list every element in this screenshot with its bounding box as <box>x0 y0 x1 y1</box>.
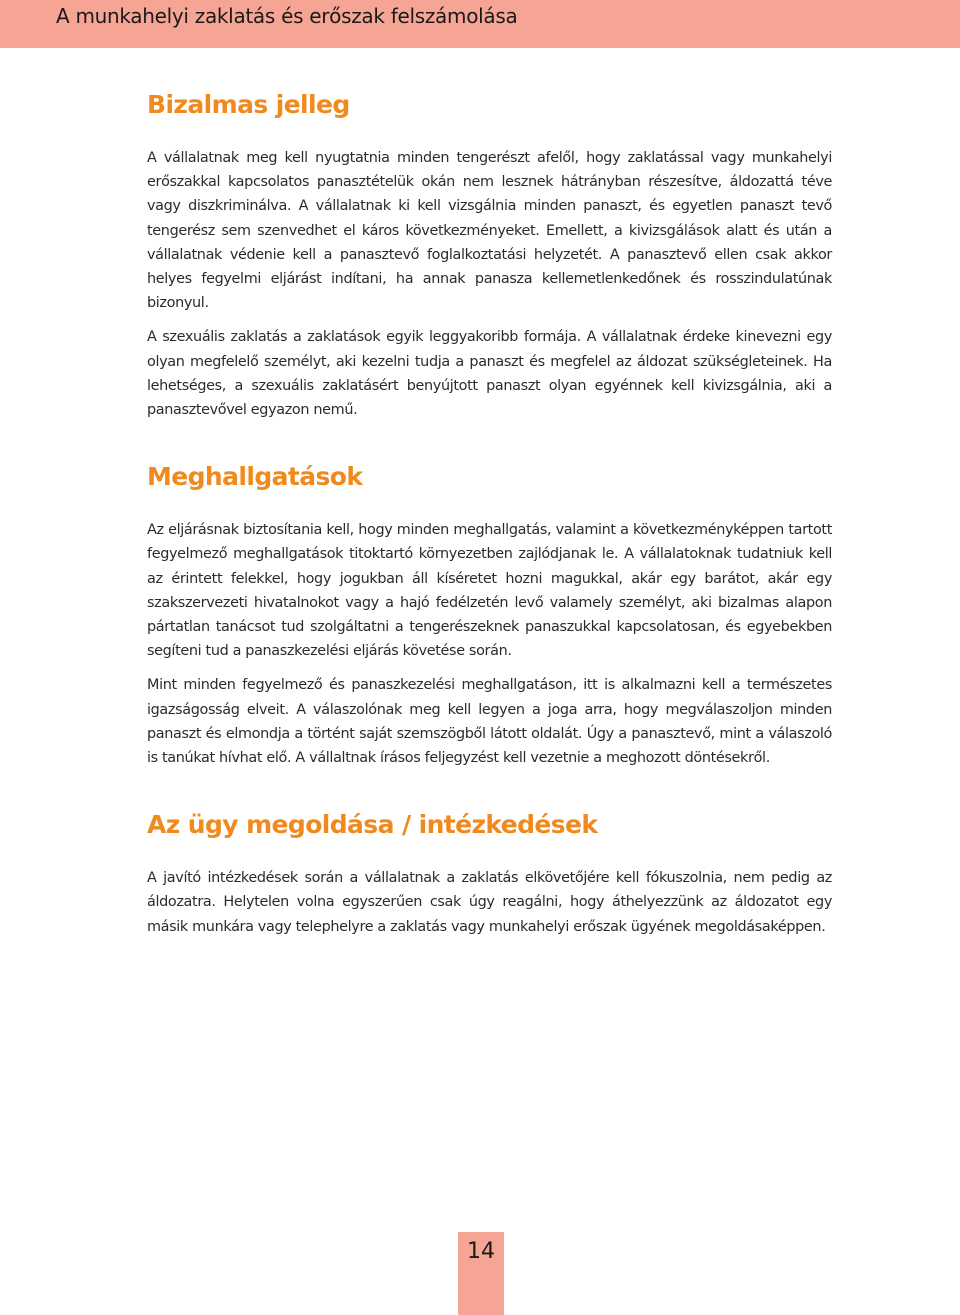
section-title-bizalmas-jelleg: Bizalmas jelleg <box>147 90 350 119</box>
paragraph: Mint minden fegyelmező és panaszkezelési meghallgatáson, itt is alkalmazni kell a természetes igazságosság elveit. A válaszolónak meg kell legyen a joga arra, hogy megválaszoljon minden panaszt és elmondja a történt saját szemszögből látott oldalát. Úgy a panasztevő, mint a válaszoló is tanúkat hívhat elő. A vállaltnak írásos feljegyzést kell vezetnie a meghozott döntésekről. <box>147 677 832 767</box>
section-title-az-ugy-megoldasa: Az ügy megoldása / intézkedések <box>147 810 598 840</box>
page-content <box>147 88 832 949</box>
section-title-meghallgatasok: Meghallgatások <box>147 462 363 492</box>
page-number: 14 <box>467 1239 495 1264</box>
running-header-title: A munkahelyi zaklatás és erőszak felszámolása <box>56 4 518 28</box>
paragraph: A vállalatnak meg kell nyugtatnia minden tengerészt afelől, hogy zaklatással vagy munkahelyi erőszakkal kapcsolatos panasztételük okán nem lesznek hátrányban részesítve, áldozattá téve vagy diszkriminálva. A vállalatnak ki kell vizsgálnia minden panaszt, és egyetlen panaszt tevő tengerész sem szenvedhet el káros következményeket. Emellett, a kivizsgálások alatt és után a vállalatnak védenie kell a panasztevő foglalkoztatási helyzetét. A panasztevő ellen csak akkor helyes fegyelmi eljárást indítani, ha annak panasza kellemetlenkedőnek és rosszindulatúnak bizonyul. <box>147 150 832 312</box>
paragraph: Az eljárásnak biztosítania kell, hogy minden meghallgatás, valamint a következményképpen tartott fegyelmező meghallgatások titoktartó környezetben zajlódjanak le. A vállalatoknak tudatniuk kell az érintett felekkel, hogy jogukban áll kíséretet hozni magukkal, akár egy barátot, akár egy szakszervezeti hivatalnokot vagy a hajó fedélzetén levő valamely személyt, aki bizalmas alapon pártatlan tanácsot tud szolgáltatni a tengerészeknek panaszukkal kapcsolatosan, és egyebekben segíteni tud a panaszkezelési eljárás követése során. <box>147 522 832 660</box>
page-number-box <box>458 1232 504 1315</box>
paragraph: A szexuális zaklatás a zaklatások egyik leggyakoribb formája. A vállalatnak érdeke kinevezni egy olyan megfelelő személyt, aki kezelni tudja a panaszt és megfelel az áldozat szükségleteinek. Ha lehetséges, a szexuális zaklatásért benyújtott panaszt olyan egyénnek kell kivizsgálnia, aki a panasztevővel egyazon nemű. <box>147 329 832 419</box>
header-band <box>0 0 960 48</box>
paragraph: A javító intézkedések során a vállalatnak a zaklatás elkövetőjére kell fókuszolnia, nem pedig az áldozatra. Helytelen volna egyszerűen csak úgy reagálni, hogy áthelyezzünk az áldozatot egy másik munkára vagy telephelyre a zaklatás vagy munkahelyi erőszak ügyének megoldásaképpen. <box>147 870 832 935</box>
